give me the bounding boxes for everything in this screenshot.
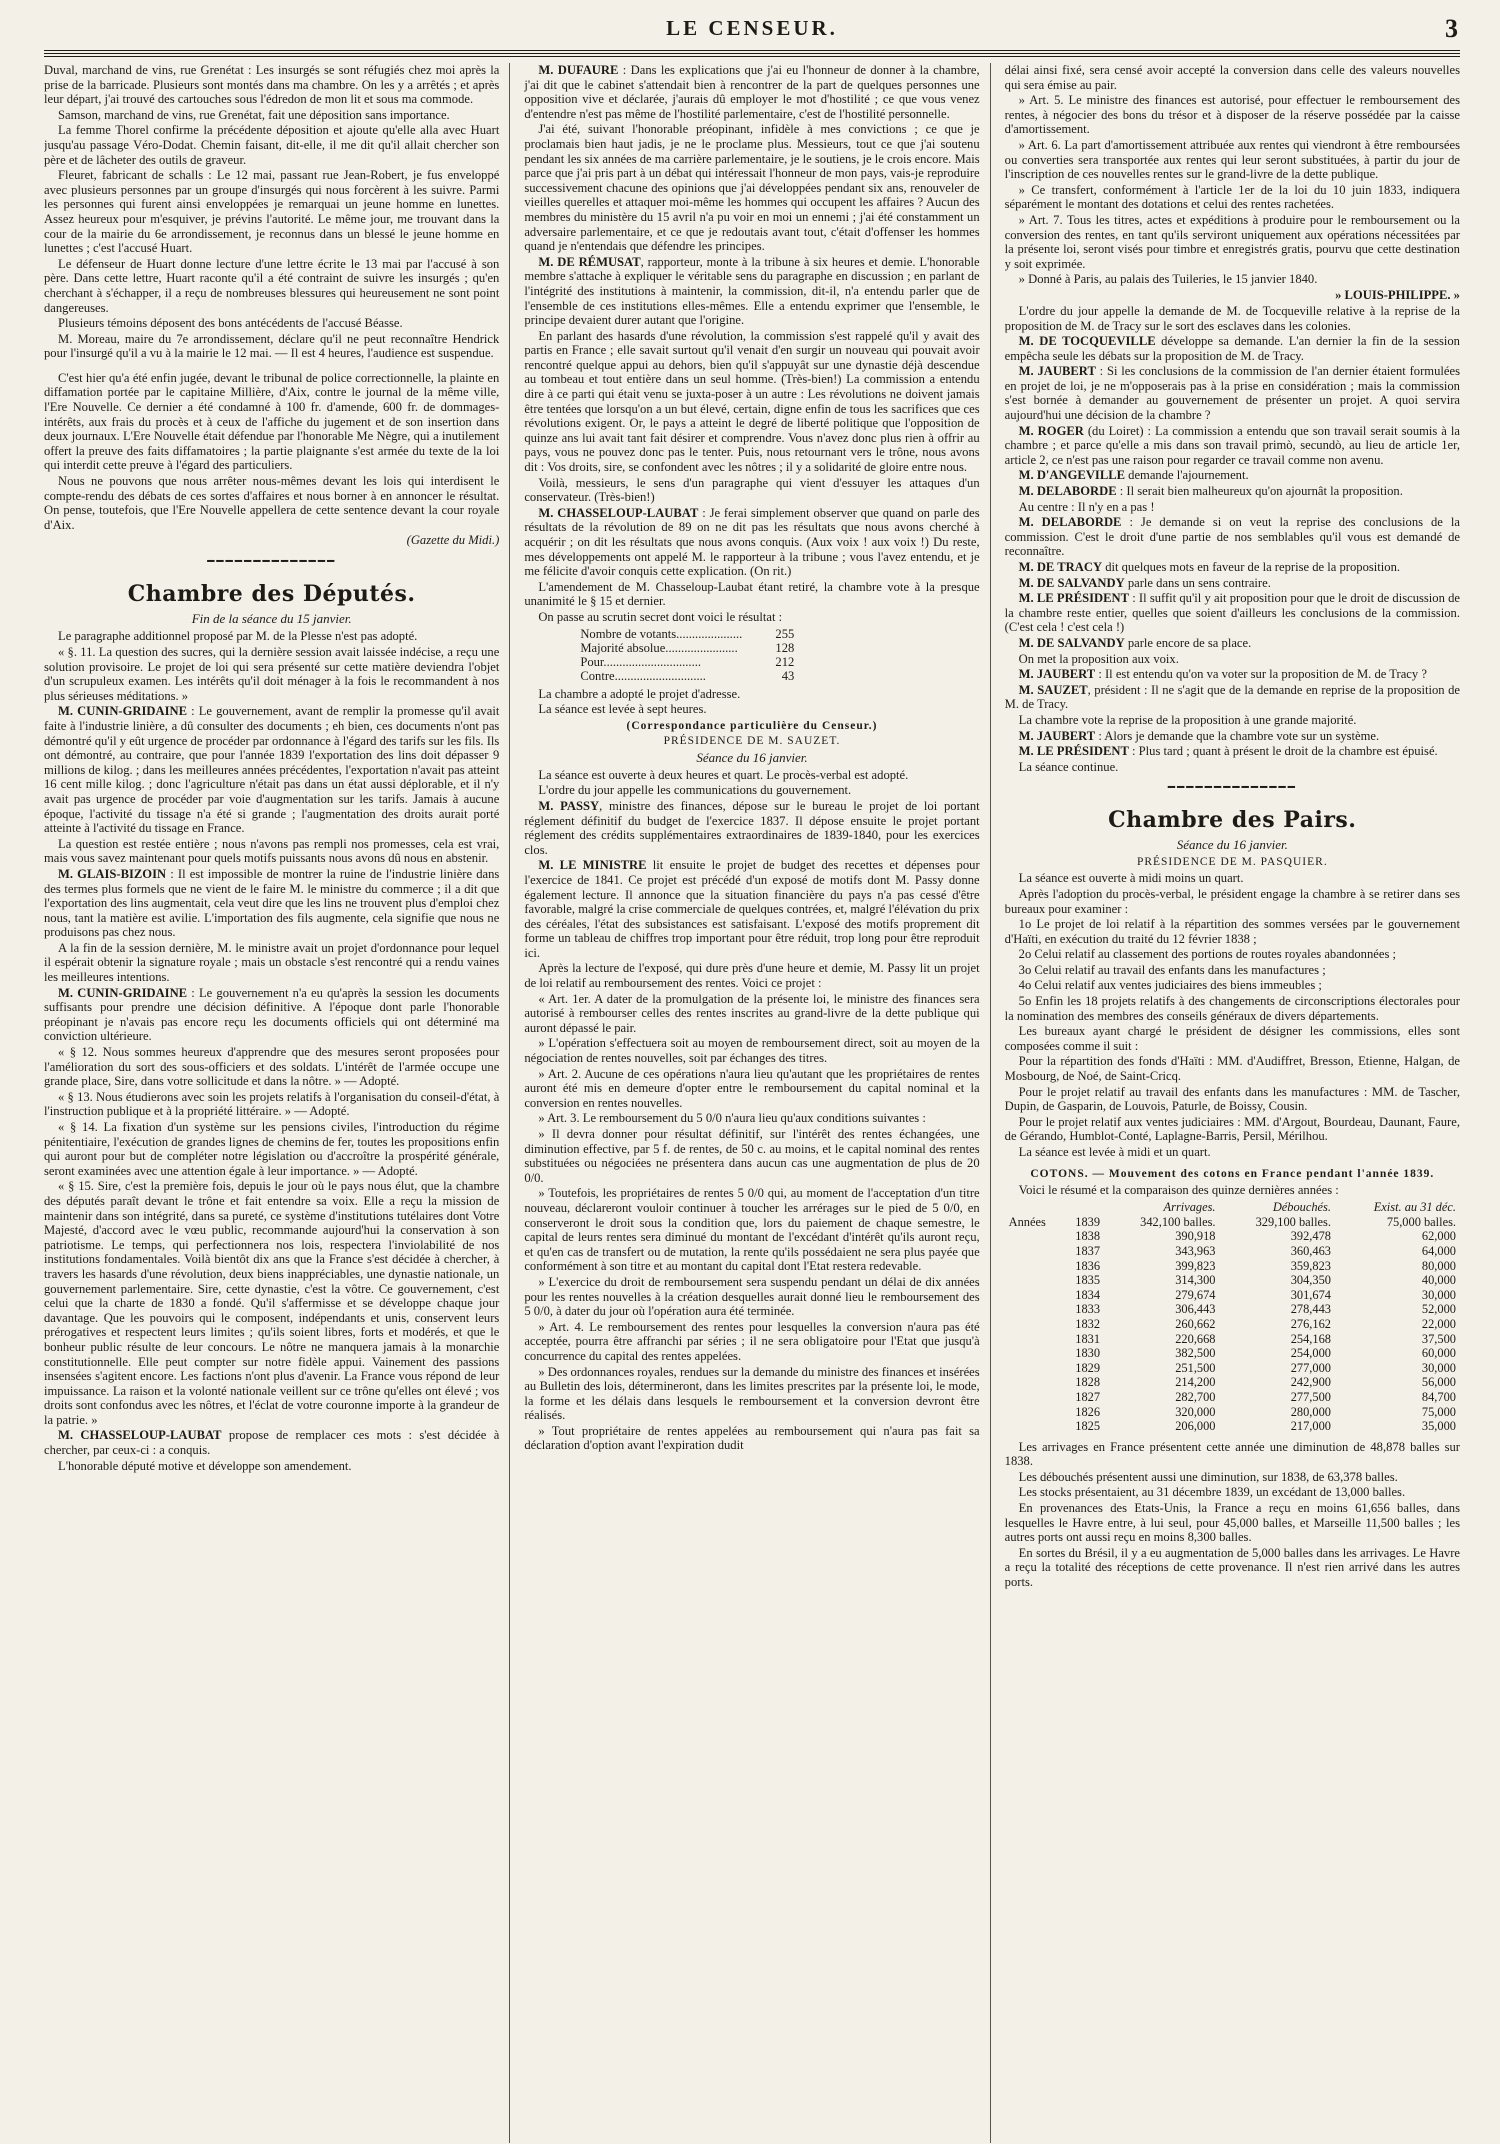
year-cell: 1829 xyxy=(1075,1360,1101,1375)
debouches-cell: 278,443 xyxy=(1290,1302,1331,1317)
paragraph: Après l'adoption du procès-verbal, le président engage la chambre à se retirer dans ses bureaux pour examiner : xyxy=(1004,886,1460,916)
speech-text: demande l'ajournement. xyxy=(1125,468,1249,483)
paragraph: L'amendement de M. Chasseloup-Laubat étant retiré, la chambre vote à la presque unanimité le § 15 et dernier. xyxy=(524,579,980,609)
arrivages-cell: 306,443 xyxy=(1175,1302,1216,1317)
speaker-name: M. LE MINISTRE xyxy=(538,858,647,873)
row-label xyxy=(1005,1419,1059,1434)
year-cell: 1830 xyxy=(1075,1346,1101,1361)
arrivages-cell: 382,500 xyxy=(1175,1346,1216,1361)
vote-count: 128 xyxy=(775,640,795,655)
table-header-row xyxy=(1005,1200,1460,1215)
page-number: 3 xyxy=(1445,14,1458,43)
arrivages-cell: 314,300 xyxy=(1175,1273,1216,1288)
table-row xyxy=(1005,1229,1460,1244)
paragraph: » Il devra donner pour résultat définitif, sur l'intérêt des rentes échangées, une diminution effective, par 5 f. de rentes, de 50 c. au moins, et le capital nominal des rentes substituées ou négociées ne présentera dans aucun cas une augmentation de plus de 20 0/0. xyxy=(524,1127,980,1185)
paragraph: Fleuret, fabricant de schalls : Le 12 mai, passant rue Jean-Robert, je fus enveloppé avec plusieurs personnes par un groupe d'insurgés qui nous forcèrent à les suivre. Parmi les personnes qui furent ainsi enveloppées je remarquai un jeune homme en lunettes. Assez heureux pour m'esquiver, je prévins l'autorité. Le même jour, me trouvant dans la cour de la mairie du 6e arrondissement, je reconnus dans un blessé le jeune homme en lunettes ; c'est l'accusé Huart. xyxy=(44,168,500,256)
session-subhead: Fin de la séance du 15 janvier. xyxy=(191,611,352,627)
speech-text: : Dans les explications que j'ai eu l'honneur de donner à la chambre, j'ai dit que le cabinet s'attendait bien à rencontrer de la part de quelques personnes une opposition vive et déclarée, j'aurais dû employer le mot d'hostilité ; ce que vous venez d'entendre n'est pas même de l'hostilité parlementaire, c'est de l'hostilité personnelle. xyxy=(524,63,980,121)
speech-text: : Alors je demande que la chambre vote sur un système. xyxy=(1095,728,1380,743)
paragraph: La séance continue. xyxy=(1018,759,1119,774)
year-cell: 1825 xyxy=(1075,1419,1101,1434)
existences-cell: 80,000 xyxy=(1421,1258,1456,1273)
correspondence-note: (Correspondance particulière du Censeur.) xyxy=(626,719,878,732)
row-label xyxy=(1005,1405,1059,1420)
speech-text: : Le gouvernement n'a eu qu'après la session les documents suffisants pour prendre une décision définitive. A l'époque dont parle l'honorable préopinant je n'avais pas encore reçu les documents officiels qui ont déterminé ma conviction ultérieure. xyxy=(44,985,500,1044)
speaker-name: M. JAUBERT xyxy=(1018,667,1096,682)
paragraph xyxy=(524,255,979,328)
paragraph xyxy=(524,63,979,121)
existences-cell: 62,000 xyxy=(1421,1229,1456,1244)
paragraph xyxy=(524,506,979,579)
arrivages-cell: 220,668 xyxy=(1175,1331,1216,1346)
speech-text: : Il est entendu qu'on va voter sur la proposition de M. de Tracy ? xyxy=(1095,667,1427,682)
header-spacer xyxy=(1059,1200,1104,1215)
vote-label: Nombre de votants..................... xyxy=(580,626,743,641)
paragraph: Nous ne pouvons que nous arrêter nous-mêmes devant les lois qui interdisent le compte-rendu des débats de ces sortes d'affaires et nous borner à en annoncer le résultat. On pense, toutefois, que l'Ere Nouvelle appellera de cette sentence devant la cour royale d'Aix. xyxy=(44,474,500,532)
speech-text: : Plus tard ; quant à présent le droit de la chambre est épuisé. xyxy=(1128,744,1438,759)
year-cell: 1836 xyxy=(1075,1258,1101,1273)
table-row xyxy=(1005,1259,1460,1274)
paragraph: En sortes du Brésil, il y a eu augmentation de 5,000 balles dans les arrivages. Le Havre a reçu la totalité des réceptions de cette provenance. Il n'est rien arrivé dans les autres ports. xyxy=(1004,1545,1460,1590)
table-row xyxy=(1005,1390,1460,1405)
paragraph: « Art. 1er. A dater de la promulgation de la présente loi, le ministre des finances sera autorisé à rembourser celles des rentes inscrites au grand-livre de la dette publique qui auront dépassé le pair. xyxy=(524,991,980,1035)
year-cell: 1828 xyxy=(1075,1375,1101,1390)
table-row xyxy=(1005,1244,1460,1259)
year-cell: 1827 xyxy=(1075,1389,1101,1404)
speaker-name: M. CUNIN-GRIDAINE xyxy=(58,704,187,719)
paragraph: Voici le résumé et la comparaison des quinze dernières années : xyxy=(1018,1182,1339,1197)
row-label xyxy=(1005,1244,1059,1259)
existences-cell: 30,000 xyxy=(1421,1287,1456,1302)
paragraph xyxy=(1005,364,1460,422)
speaker-name: M. DE TOCQUEVILLE xyxy=(1018,334,1156,349)
existences-cell: 22,000 xyxy=(1421,1316,1456,1331)
header-rule-thin xyxy=(44,56,1460,57)
paragraph: L'ordre du jour appelle les communications du gouvernement. xyxy=(538,783,852,798)
paragraph: Les débouchés présentent aussi une diminution, sur 1838, de 63,378 balles. xyxy=(1018,1469,1398,1484)
year-cell: 1835 xyxy=(1075,1273,1101,1288)
masthead xyxy=(44,14,1460,44)
paragraph xyxy=(1005,515,1460,559)
paragraph: Plusieurs témoins déposent des bons antécédents de l'accusé Béasse. xyxy=(58,316,403,331)
arrivages-cell: 279,674 xyxy=(1175,1287,1216,1302)
debouches-cell: 301,674 xyxy=(1290,1287,1331,1302)
table-row xyxy=(574,627,800,641)
paragraph: « § 14. La fixation d'un système sur les pensions civiles, l'introduction du régime pénitentiaire, l'exécution de grandes lignes de chemins de fer, toutes les propositions enfin qui auront pour but de compléter notre législation ou d'accroître la prospérité générale, seront examinées avec une attention égale à leur importance. » — Adopté. xyxy=(44,1120,500,1178)
paragraph: « § 13. Nous étudierons avec soin les projets relatifs à l'organisation du conseil-d'état, à l'instruction publique et à la propriété littéraire. » — Adopté. xyxy=(44,1089,500,1119)
speaker-name: M. CUNIN-GRIDAINE xyxy=(58,985,188,1000)
row-label xyxy=(1005,1317,1059,1332)
table-row xyxy=(574,655,800,669)
paragraph: En provenances des Etats-Unis, la France a reçu en moins 61,656 balles, dans lesquelles le Havre entre, à lui seul, pour 45,000 balles, et Marseille 11,500 balles ; les autres ports ont aussi reçu en moins 8,300 balles. xyxy=(1004,1501,1460,1545)
speaker-name: M. DELABORDE xyxy=(1018,484,1117,499)
row-label xyxy=(1005,1361,1059,1376)
paragraph: La chambre vote la reprise de la proposition à une grande majorité. xyxy=(1018,712,1357,727)
royal-signature: » LOUIS-PHILIPPE. » xyxy=(1335,287,1460,302)
speaker-name: M. CHASSELOUP-LAUBAT xyxy=(538,505,699,520)
paragraph: « §. 11. La question des sucres, qui la dernière session avait laissée indécise, a reçu une solution provisoire. Le projet de loi qui sera présenté sur cette matière deviendra l'objet d'un scrupuleux examen. Les intérêts qu'il doit ménager à la fois le recommandent à nos plus sérieuses méditations. » xyxy=(44,645,500,703)
paragraph: La séance est ouverte à deux heures et quart. Le procès-verbal est adopté. xyxy=(538,767,909,782)
row-label xyxy=(1005,1375,1059,1390)
table-row xyxy=(1005,1375,1460,1390)
table-row xyxy=(1005,1332,1460,1347)
debouches-cell: 217,000 xyxy=(1290,1419,1331,1434)
paragraph: » Art. 2. Aucune de ces opérations n'aura lieu qu'autant que les propriétaires de rentes auront été mis en demeure d'opter entre le remboursement du capital nominal et la conversion en rentes nouvelles. xyxy=(524,1066,980,1110)
table-row xyxy=(1005,1215,1460,1230)
year-cell: 1831 xyxy=(1075,1331,1101,1346)
section-heading-deputes: Chambre des Députés. xyxy=(127,581,416,608)
table-row xyxy=(1005,1273,1460,1288)
speech-text: : Il suffit qu'il y ait proposition pour que le droit de discussion de la chambre reste entier, quelles que soient d'ailleurs les conclusions de la commission. (C'est cela ! c'est cela !) xyxy=(1004,591,1460,635)
arrivages-cell: 343,963 xyxy=(1175,1243,1216,1258)
column-1 xyxy=(44,63,510,2143)
existences-cell: 30,000 xyxy=(1421,1360,1456,1375)
header-rule xyxy=(44,50,1460,54)
paragraph: En parlant des hasards d'une révolution, la commission s'est rappelé qu'il y avait des partis en France ; elle savait surtout qu'il venait d'en surgir un nouveau qui pouvait avoir rencontré quelque appui au dehors, bien qu'il s'appuyât sur une dynastie déjà descendue au tombeau et tout entière dans un seul homme. (Très-bien!) La commission a entendu dire à ce parti qui était venu se juxta-poser à un autre : Les révolutions ne doivent jamais être tentées que lorsqu'on a un but élevé, certain, digne enfin de tous les sacrifices que ces révolutions exigent. Or, le pays a atteint le degré de liberté politique que l'opposition de quinze ans lui avait tant fait désirer et comprendre. Vous n'avez donc plus rien à offrir au pays, vous ne pouvez donc pas le tenter. Puis, nous retournant vers le trône, nous avons dit : Vos droits, sire, se confondent avec les nôtres ; il y a solidarité de gloire entre nous. xyxy=(524,328,980,475)
debouches-cell: 254,000 xyxy=(1290,1346,1331,1361)
paragraph: L'ordre du jour appelle la demande de M. de Tocqueville relative à la reprise de la proposition de M. de Tracy sur le sort des esclaves dans les colonies. xyxy=(1004,303,1460,333)
speaker-name: M. LE PRÉSIDENT xyxy=(1018,744,1129,759)
paragraph: 1o Le projet de loi relatif à la répartition des sommes versées par le gouvernement d'Haïti, en exécution du traité du 12 février 1838 ; xyxy=(1004,917,1460,946)
existences-cell: 60,000 xyxy=(1421,1346,1456,1361)
existences-cell: 75,000 xyxy=(1421,1404,1456,1419)
row-label xyxy=(1005,1346,1059,1361)
year-cell: 1833 xyxy=(1075,1302,1101,1317)
paragraph: M. Moreau, maire du 7e arrondissement, déclare qu'il ne peut reconnaître Hendrick pour l'insurgé qu'il a vu à la mairie le 12 mai. — Il est 4 heures, l'audience est suspendue. xyxy=(44,331,500,361)
paragraph: » Art. 5. Le ministre des finances est autorisé, pour effectuer le remboursement des rentes, à négocier des bons du trésor et à disposer de la réserve possédée par la caisse d'amortissement. xyxy=(1004,93,1460,137)
table-row xyxy=(1005,1361,1460,1376)
paragraph: Les stocks présentaient, au 31 décembre 1839, un excédant de 13,000 balles. xyxy=(1018,1485,1406,1500)
speech-text: lit ensuite le projet de budget des recettes et dépenses pour l'exercice de 1841. Ce projet est précédé d'un exposé de motifs dont M. Passy donne également lecture. Il annonce que la situation financière du pays n'a pas cessé d'être favorable, malgré la crise commerciale de quelques contrées, et, malgré l'élévation du prix des céréales, l'état des subsistances est satisfaisant. L'exposé des motifs proprement dit forme un tableau de chiffres trop important pour être réduit, trop long pour être reproduit ici. xyxy=(524,858,980,960)
cotton-statistics-table xyxy=(1005,1200,1460,1434)
paragraph: Au centre : Il n'y en a pas ! xyxy=(1018,499,1155,514)
speech-text: , ministre des finances, dépose sur le bureau le projet de loi portant réglement définitif du budget de l'exercice 1837. Il dépose ensuite le projet portant réglement des crédits supplémentaires extraordinaires de 1839-1840, pour les exercices clos. xyxy=(524,798,980,857)
speaker-name: M. LE PRÉSIDENT xyxy=(1018,591,1129,606)
paragraph xyxy=(1005,576,1460,591)
speaker-name: M. PASSY xyxy=(538,798,600,813)
paragraph xyxy=(1005,729,1460,744)
speaker-name: M. GLAIS-BIZOIN xyxy=(58,866,167,881)
speech-text: parle encore de sa place. xyxy=(1124,635,1252,650)
vote-count: 212 xyxy=(775,654,795,669)
paragraph xyxy=(44,704,499,835)
year-cell: 1838 xyxy=(1075,1229,1101,1244)
existences-cell: 37,500 xyxy=(1421,1331,1456,1346)
speech-text: développe sa demande. L'an dernier la fin de la session empêcha seule les débats sur la proposition de M. de Tracy. xyxy=(1004,334,1460,363)
paragraph: Pour le projet relatif au travail des enfants dans les manufactures : MM. de Tascher, Dupin, de Gasparin, de Louvois, Paturle, de Boissy, Cousin. xyxy=(1004,1084,1460,1114)
debouches-cell: 329,100 balles. xyxy=(1255,1214,1331,1229)
row-label xyxy=(1005,1302,1059,1317)
year-cell: 1834 xyxy=(1075,1287,1101,1302)
year-cell: 1839 xyxy=(1075,1214,1101,1229)
speaker-name: M. DELABORDE xyxy=(1018,515,1122,530)
paragraph xyxy=(1005,744,1460,759)
header-debouches: Débouchés. xyxy=(1272,1200,1331,1215)
paragraph xyxy=(1005,667,1460,682)
arrivages-cell: 390,918 xyxy=(1175,1229,1216,1244)
row-label: Années xyxy=(1008,1214,1046,1229)
paragraph: délai ainsi fixé, sera censé avoir accepté la conversion dans celle des valeurs nouvelles qui sera émise au pair. xyxy=(1004,63,1460,92)
arrivages-cell: 399,823 xyxy=(1175,1258,1216,1273)
paragraph: » Tout propriétaire de rentes appelées au remboursement qui n'aura pas fait sa déclaration d'option avant l'expiration dudit xyxy=(524,1423,980,1453)
vote-results-table xyxy=(574,627,800,683)
speaker-name: M. DE TRACY xyxy=(1018,560,1103,574)
speaker-name: M. DUFAURE xyxy=(538,63,619,77)
table-row xyxy=(1005,1405,1460,1420)
paragraph: On met la proposition aux voix. xyxy=(1018,651,1179,666)
row-label xyxy=(1005,1288,1059,1303)
paragraph: L'honorable député motive et développe son amendement. xyxy=(58,1458,352,1473)
debouches-cell: 277,000 xyxy=(1290,1360,1331,1375)
session-subhead: Séance du 16 janvier. xyxy=(1176,837,1288,853)
row-label xyxy=(1005,1273,1059,1288)
paragraph: 5o Enfin les 18 projets relatifs à des changements de circonscriptions électorales pour la nomination des membres des conseils généraux de divers départements. xyxy=(1004,994,1460,1023)
column-3 xyxy=(1005,63,1460,2143)
speech-text: propose de remplacer ces mots : s'est décidée à chercher, par ceux-ci : a conquis. xyxy=(44,1428,500,1458)
paragraph: « § 12. Nous sommes heureux d'apprendre que des mesures seront proposées pour l'amélioration du sort des sous-officiers et des soldats. L'intérêt de l'armée occupe une grande place, Sire, dans votre sollicitude et dans la nôtre. » — Adopté. xyxy=(44,1045,500,1089)
speech-text: parle dans un sens contraire. xyxy=(1124,575,1271,590)
paragraph: Duval, marchand de vins, rue Grenétat : Les insurgés se sont réfugiés chez moi après la prise de la barricade. Plusieurs sont montés dans ma chambre. On les y a arrêtés ; et après leur départ, j'ai trouvé des cartouches sous l'édredon de mon lit et sous ma commode. xyxy=(44,63,500,107)
speech-text: : Le gouvernement, avant de remplir la promesse qu'il avait faite à l'industrie linière, a dû consulter des documents ; eh bien, ces documents n'ont pas démontré qu'il y eût urgence de procéder par ordonnance à l'égard des tarifs sur les fils. Ils ont démontré, au contraire, que pour l'année 1839 l'exportation des lins doit dépasser 9 millions de kilog. ; dans les meilleures années précédentes, l'exportation n'avait pas atteint 16 cent mille kilog. ; donc l'agriculture n'était pas dans un état aussi déplorable, et il n'y avait pas urgence de procéder par voie d'augmentation sur les tarifs. Jamais à aucune époque, l'activité du tissage n'a été si grande ; l'augmentation des droits aurait porté atteinte à l'activité du tissage en France. xyxy=(44,704,500,836)
speech-text: : Je demande si on veut la reprise des conclusions de la commission. C'est le droit d'une partie de nos semblables qu'il vous est demandé de reconnaître. xyxy=(1004,515,1460,559)
paragraph: Après la lecture de l'exposé, qui dure près d'une heure et demie, M. Passy lit un projet de loi relatif au remboursement des rentes. Voici ce projet : xyxy=(524,961,980,991)
article-columns xyxy=(44,63,1460,2143)
paragraph: » Art. 4. Le remboursement des rentes pour lesquelles la conversion n'aura pas été acceptée, pourra être affranchi par séries ; il ne sera obligatoire pour l'Etat que jusqu'à concurrence du capital des rentes appelées. xyxy=(524,1319,980,1363)
paragraph: Le défenseur de Huart donne lecture d'une lettre écrite le 13 mai par l'accusé à son père. Dans cette lettre, Huart raconte qu'il a été contraint de suivre les insurgés ; qu'en cherchant à s'échapper, il a reçu de nombreuses blessures qui heureusement ne sont point dangereuses. xyxy=(44,256,500,315)
year-cell: 1837 xyxy=(1075,1243,1101,1258)
existences-cell: 35,000 xyxy=(1421,1419,1456,1434)
section-heading-pairs: Chambre des Pairs. xyxy=(1108,807,1357,834)
source-credit: (Gazette du Midi.) xyxy=(406,533,500,548)
paragraph xyxy=(1005,591,1460,635)
table-row xyxy=(1005,1288,1460,1303)
section-divider: ━━━━━━━━━━━━━━ xyxy=(207,554,337,569)
paragraph: La séance est levée à midi et un quart. xyxy=(1018,1145,1211,1159)
paragraph: Pour la répartition des fonds d'Haïti : MM. d'Audiffret, Bresson, Etienne, Halgan, de Mosbourg, de Noé, de Saint-Cricq. xyxy=(1004,1054,1460,1084)
column-2 xyxy=(524,63,990,2143)
vote-label: Contre............................. xyxy=(580,668,706,683)
debouches-cell: 304,350 xyxy=(1290,1273,1331,1288)
paragraph: Les arrivages en France présentent cette année une diminution de 48,878 balles sur 1838. xyxy=(1004,1439,1460,1469)
paragraph xyxy=(1005,334,1460,363)
paragraph xyxy=(1005,424,1460,468)
vote-count: 255 xyxy=(775,626,795,641)
paragraph: » Art. 3. Le remboursement du 5 0/0 n'aura lieu qu'aux conditions suivantes : xyxy=(538,1111,926,1126)
existences-cell: 52,000 xyxy=(1421,1302,1456,1317)
vote-label: Pour............................... xyxy=(580,654,702,669)
speaker-name: M. JAUBERT xyxy=(1018,728,1096,743)
speech-text: , président : Il ne s'agit que de la demande en reprise de la proposition de M. de Tracy. xyxy=(1004,682,1460,712)
paragraph: » Donné à Paris, au palais des Tuileries, le 15 janvier 1840. xyxy=(1018,272,1318,287)
speaker-name: M. ROGER xyxy=(1018,423,1084,438)
paragraph xyxy=(44,867,499,940)
paragraph: A la fin de la session dernière, M. le ministre avait un projet d'ordonnance pour lequel il espérait obtenir la signature royale ; mais un obstacle s'est rencontré qui a rendu vaines les meilleures intentions. xyxy=(44,940,500,985)
speech-text: : Il serait bien malheureux qu'on ajournât la proposition. xyxy=(1116,484,1403,499)
paragraph: 3o Celui relatif au travail des enfants dans les manufactures ; xyxy=(1018,962,1326,977)
paragraph xyxy=(524,858,979,960)
paragraph xyxy=(1005,468,1460,483)
year-cell: 1826 xyxy=(1075,1404,1101,1419)
arrivages-cell: 260,662 xyxy=(1175,1316,1216,1331)
cotton-section-title: COTONS. — Mouvement des cotons en France pendant l'année 1839. xyxy=(1030,1167,1435,1180)
paragraph: » L'opération s'effectuera soit au moyen de remboursement direct, soit au moyen de la négociation de rentes nouvelles, soit par échanges des titres. xyxy=(524,1036,980,1066)
debouches-cell: 360,463 xyxy=(1290,1243,1331,1258)
speaker-name: M. JAUBERT xyxy=(1018,364,1096,379)
arrivages-cell: 214,200 xyxy=(1175,1375,1216,1390)
debouches-cell: 280,000 xyxy=(1290,1404,1331,1419)
arrivages-cell: 206,000 xyxy=(1175,1419,1216,1434)
header-arrivages: Arrivages. xyxy=(1163,1200,1216,1215)
paragraph: On passe au scrutin secret dont voici le résultat : xyxy=(538,609,783,624)
paragraph: » Des ordonnances royales, rendues sur la demande du ministre des finances et insérées au Bulletin des lois, détermineront, dans les limites prescrites par la présente loi, le mode, la forme et les délais dans lesquels le remboursement et la conversion devront être réalisés. xyxy=(524,1364,980,1423)
debouches-cell: 277,500 xyxy=(1290,1389,1331,1404)
paragraph xyxy=(1005,683,1460,712)
arrivages-cell: 320,000 xyxy=(1175,1404,1216,1419)
speech-text: (du Loiret) : La commission a entendu que son travail serait soumis à la chambre ; et parce qu'elle a mis dans son travail primò, secundò, au lieu de article 1er, article 2, ce n'est pas une raison pour regarder ce travail comme non avenu. xyxy=(1004,423,1460,467)
paragraph: » Ce transfert, conformément à l'article 1er de la loi du 10 juin 1833, indiquera séparément le montant des dotations et celui des rentes rachetées. xyxy=(1004,182,1460,212)
paragraph: La séance est ouverte à midi moins un quart. xyxy=(1018,871,1244,886)
row-label xyxy=(1005,1259,1059,1274)
presidency-line: PRÉSIDENCE DE M. PASQUIER. xyxy=(1136,856,1328,869)
debouches-cell: 254,168 xyxy=(1290,1331,1331,1346)
arrivages-cell: 342,100 balles. xyxy=(1140,1214,1216,1229)
vote-count: 43 xyxy=(781,668,795,683)
speech-text: : Il est impossible de montrer la ruine de l'industrie linière dans des termes plus formels que ne vient de le faire M. le ministre du commerce ; il a dit que l'exportation des lins augmentait, cela veut dire que les lins ne trouvent plus d'emploi chez nous, tant la matière est avilie. L'importation des fils augmente, cela signifie que nous ne produisons pas chez nous. xyxy=(44,866,500,940)
speech-text: dit quelques mots en faveur de la reprise de la proposition. xyxy=(1102,560,1401,574)
paragraph: « § 15. Sire, c'est la première fois, depuis le jour où le pays nous élut, que la chambre des députés paraît devant le trône et fait entendre sa voix. Elle a reçu la mission de maintenir dans son intégrité, dans sa pureté, ce système d'institutions tutélaires dont Votre Majesté, d'accord avec le vœu public, recommande aujourd'hui la conservation à son patriotisme. Le temps, qui perfectionnera nos lois, respectera l'inviolabilité de nos institutions fondamentales. Voilà bientôt dix ans que la France s'est décidée à chercher, à travers les hasards d'une révolution, deux biens inappréciables, une dynastie nationale, un gouvernement parlementaire. Sire, cette dynastie, c'est la vôtre. Ce gouvernement, c'est celui que la charte de 1830 a fondé. Qu'il s'affermisse et se développe chaque jour davantage. Que les pouvoirs qui le composent, indépendants et unis, conservent leurs prérogatives et respectent leurs limites ; qu'ils soient libres, forts et modérés, et que le bonheur public résulte de leur concours. Le nôtre ne manquera jamais à la monarchie constitutionnelle. Elle peut compter sur notre fidèle appui. Vainement des passions insensées s'agitent encore. Les factions n'ont plus d'avenir. La France vous répond de leur impuissance. La raison et la volonté nationale veillent sur ce trône qu'elles ont élevé ; vos droits sont confondus avec les nôtres, et l'éclat de votre couronne importe à la grandeur de la patrie. » xyxy=(44,1179,500,1427)
speech-text: : Je ferai simplement observer que quand on parle des résultats de la révolution de 89 on ne dit pas les résultats que nous avons cherché à acquérir ; on dit les résultats que nous avons conquis. (Aux voix ! aux voix !) Du reste, mes développements ont appelé M. le rapporteur à la tribune ; vous l'avez entendu, et je me félicite d'avoir conquis cette explication. (On rit.) xyxy=(524,505,980,579)
paragraph: » Art. 7. Tous les titres, actes et expéditions à produire pour le remboursement ou la conversion des rentes, en tant qu'ils serviront uniquement aux opérations nécessitées par la présente loi, seront visés pour timbre et enregistrés gratis, pourvu que cette destination y soit exprimée. xyxy=(1004,212,1460,271)
speech-text: : Si les conclusions de la commission de l'an dernier étaient formulées en projet de loi, je ne m'opposerais pas à la prise en considération ; mais la commission s'est bornée à demander au gouvernement de présenter un projet. A quoi servira aujourd'hui une décision de la chambre ? xyxy=(1004,364,1460,423)
paragraph: Samson, marchand de vins, rue Grenétat, fait une déposition sans importance. xyxy=(58,107,450,122)
debouches-cell: 276,162 xyxy=(1290,1316,1331,1331)
paragraph: La femme Thorel confirme la précédente déposition et ajoute qu'elle alla avec Huart jusqu'au passage Véro-Dodat. Chemin faisant, dit-elle, il me dit qu'il allait chercher son père et de lâcheter des outils de graveur. xyxy=(44,123,500,167)
row-label xyxy=(1005,1332,1059,1347)
speaker-name: M. DE SALVANDY xyxy=(1018,575,1125,590)
speaker-name: M. D'ANGEVILLE xyxy=(1018,468,1126,483)
paragraph: Les bureaux ayant chargé le président de désigner les commissions, elles sont composées comme il suit : xyxy=(1004,1024,1460,1053)
paragraph: 4o Celui relatif aux ventes judiciaires des biens immeubles ; xyxy=(1018,978,1322,993)
paragraph: Pour le projet relatif aux ventes judiciaires : MM. d'Argout, Bourdeau, Daunant, Faure, de Gérando, Humblot-Conté, Laplagne-Barris, Persil, Mérilhou. xyxy=(1004,1114,1460,1144)
arrivages-cell: 282,700 xyxy=(1175,1389,1216,1404)
arrivages-cell: 251,500 xyxy=(1175,1360,1216,1375)
paragraph xyxy=(1005,636,1460,651)
paragraph: C'est hier qu'a été enfin jugée, devant le tribunal de police correctionnelle, la plainte en diffamation portée par le capitaine Millière, d'Aix, contre le journal de la même ville, l'Ere Nouvelle. Ce dernier a été condamné à 100 fr. d'amende, 600 fr. de dommages-intérêts, aux frais du procès et à ceux de l'affiche du jugement et de son insertion dans deux journaux. L'Ere Nouvelle était défendue par l'honorable Me Nègre, qui a inutilement offert la preuve des faits diffamatoires ; la partie plaignante s'est armée du texte de la loi qui interdit cette preuve à l'égard des particuliers. xyxy=(44,370,500,473)
table-row xyxy=(1005,1346,1460,1361)
paragraph: La chambre a adopté le projet d'adresse. xyxy=(538,686,741,701)
paragraph: La question est restée entière ; nous n'avons pas rempli nos promesses, cela est vrai, mais vous savez maintenant pour quels motifs puissants nous avons dû nous en abstenir. xyxy=(44,836,500,866)
table-row xyxy=(1005,1302,1460,1317)
paragraph: » Art. 6. La part d'amortissement attribuée aux rentes qui viendront à être remboursées ou converties sera transportée aux rentes qui leur seront substituées, à partir du jour de l'inscription de ces nouvelles rentes sur le grand-livre de la dette publique. xyxy=(1004,137,1460,182)
row-label xyxy=(1005,1390,1059,1405)
newspaper-title: LE CENSEUR. xyxy=(666,16,838,40)
row-label xyxy=(1005,1229,1059,1244)
existences-cell: 40,000 xyxy=(1421,1273,1456,1288)
section-divider: ━━━━━━━━━━━━━━ xyxy=(1167,780,1297,795)
paragraph: J'ai été, suivant l'honorable préopinant, infidèle à mes convictions ; ce que je proclamais bien haut jadis, je ne le proclame plus. Messieurs, tout ce que j'ai soutenu pendant les six années de ma carrière parlementaire, je le soutiens, je le crois encore. Mais parce que j'ai pris part à un débat qui intéressait l'honneur de mon pays, vais-je reproduire successivement chacune des opinions que j'ai développées pendant six ans, renouveler de vieilles querelles et attaquer moi-même les hommes qui occupent les affaires ? Aucun des membres du ministère du 15 avril n'a pu voir en moi un ennemi ; j'ai été constamment un adversaire parlementaire, et ce que je redoutais avant tout, c'était d'offenser les hommes quand je n'entendais que défendre les principes. xyxy=(524,122,980,254)
paragraph xyxy=(524,799,979,857)
table-row xyxy=(1005,1419,1460,1434)
paragraph: » L'exercice du droit de remboursement sera suspendu pendant un délai de dix années pour les rentes nouvelles à la création desquelles aurait donné lieu le remboursement des 5 0/0, à dater du jour où l'opération aura été terminée. xyxy=(524,1274,980,1319)
paragraph: Voilà, messieurs, le sens d'un paragraphe qui vient d'essuyer les attaques d'un conservateur. (Très-bien!) xyxy=(524,475,980,505)
paragraph: Le paragraphe additionnel proposé par M. de la Plesse n'est pas adopté. xyxy=(58,629,418,644)
debouches-cell: 242,900 xyxy=(1290,1375,1331,1390)
table-row xyxy=(574,641,800,655)
session-subhead: Séance du 16 janvier. xyxy=(696,749,808,765)
debouches-cell: 359,823 xyxy=(1290,1258,1331,1273)
presidency-line: PRÉSIDENCE DE M. SAUZET. xyxy=(663,734,841,747)
paragraph: La séance est levée à sept heures. xyxy=(538,702,707,717)
speaker-name: M. CHASSELOUP-LAUBAT xyxy=(58,1428,222,1443)
paragraph: » Toutefois, les propriétaires de rentes 5 0/0 qui, au moment de l'acceptation d'un titre nouveau, déclareront vouloir continuer à toucher les arrérages sur le pied de 5 0/0, en conserveront le droit sous la condition que, lors du paiement de chaque semestre, le capital de leurs rentes sera diminué du montant de l'excédant d'intérêt qu'ils auront reçu, et qu'en cas de transfert ou de mutation, la rente qu'ils possédaient ne sera plus payée que conformément à son titre et au montant du capital dont l'Etat restera redevable. xyxy=(524,1186,980,1274)
existences-cell: 56,000 xyxy=(1421,1375,1456,1390)
table-row xyxy=(574,669,800,683)
header-spacer xyxy=(1005,1200,1059,1215)
vote-label: Majorité absolue....................... xyxy=(580,640,738,655)
paragraph xyxy=(44,1428,499,1457)
existences-cell: 84,700 xyxy=(1421,1389,1456,1404)
speaker-name: M. DE RÉMUSAT xyxy=(538,254,641,269)
speaker-name: M. SAUZET xyxy=(1018,682,1088,697)
paragraph xyxy=(1005,560,1460,575)
paragraph: 2o Celui relatif au classement des portions de routes royales abandonnées ; xyxy=(1018,947,1397,962)
existences-cell: 75,000 balles. xyxy=(1386,1214,1456,1229)
speech-text: , rapporteur, monte à la tribune à six heures et demie. L'honorable membre s'attache à expliquer le véritable sens du paragraphe en discussion ; en parlant de l'intégrité des institutions à maintenir, la commission, dit-il, n'a entendu parler que de l'ensemble de ces institutions elles-mêmes. Elle a entendu exprimer que l'ensemble, le principe devaient durer autant que l'origine. xyxy=(524,254,980,328)
paragraph xyxy=(44,986,499,1044)
header-existences: Exist. au 31 déc. xyxy=(1373,1200,1456,1215)
speaker-name: M. DE SALVANDY xyxy=(1018,635,1125,650)
year-cell: 1832 xyxy=(1075,1316,1101,1331)
existences-cell: 64,000 xyxy=(1421,1243,1456,1258)
paragraph xyxy=(1005,484,1460,499)
debouches-cell: 392,478 xyxy=(1290,1229,1331,1244)
table-row xyxy=(1005,1317,1460,1332)
